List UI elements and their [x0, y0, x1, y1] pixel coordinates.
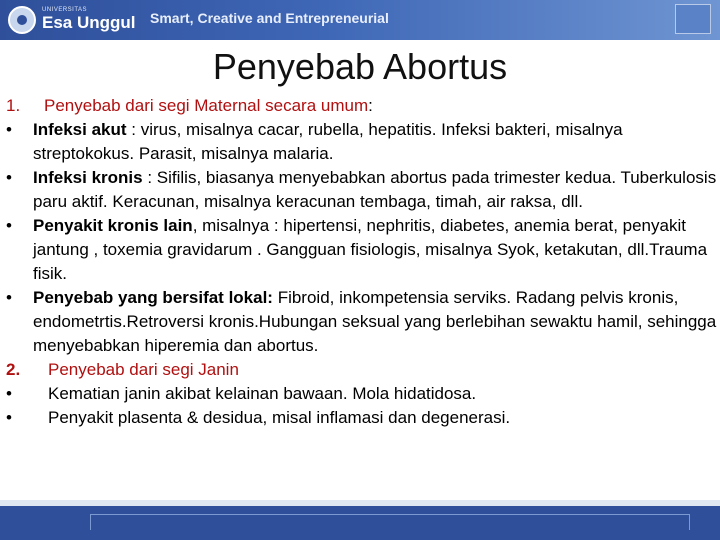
section-1-heading — [6, 94, 718, 118]
bullet-text: : virus, misalnya cacar, rubella, hepatitis. Infeksi bakteri, misalnya streptokokus. Parasit, misalnya malaria. — [33, 120, 623, 163]
university-logo — [8, 6, 140, 34]
list-item — [6, 286, 718, 358]
bullet-bold: Infeksi kronis — [33, 168, 143, 187]
bullet-text: Kematian janin akibat kelainan bawaan. Mola hidatidosa. — [48, 384, 477, 403]
bullet-text: , misalnya : hipertensi, nephritis, diabetes, anemia berat, penyakit jantung , toxemia gravidarum . Gangguan fisiologis, misalnya Syok, ketakutan, dll.Trauma fisik. — [33, 216, 708, 283]
section-2-heading — [6, 358, 718, 382]
bullet-text: Fibroid, inkompetensia serviks. Radang pelvis kronis, endometrtis.Retroversi kronis.Hubungan seksual yang berlebihan sewaktu hamil, sehingga menyebabkan hiperemia dan abortus. — [33, 288, 717, 355]
bullet-icon: • — [6, 288, 12, 307]
bullet-icon: • — [6, 120, 12, 139]
list-item — [6, 406, 718, 430]
header-tagline: Smart, Creative and Entrepreneurial — [150, 10, 389, 26]
list-item — [6, 214, 718, 286]
bullet-text: : Sifilis, biasanya menyebabkan abortus pada trimester kedua. Tuberkulosis paru aktif. Keracunan, misalnya keracunan tembaga, timah, air raksa, dll. — [33, 168, 717, 211]
section-heading-text: Penyebab dari segi Maternal secara umum — [44, 96, 369, 115]
bullet-bold: Infeksi akut — [33, 120, 127, 139]
header-decoration — [675, 4, 711, 34]
footer-decoration — [90, 514, 690, 530]
list-item — [6, 166, 718, 214]
list-item — [6, 118, 718, 166]
bullet-icon: • — [6, 384, 12, 403]
bullet-icon: • — [6, 168, 12, 187]
bullet-icon: • — [6, 216, 12, 235]
section-heading-suffix: : — [368, 96, 373, 115]
logo-name: Esa Unggul — [42, 13, 136, 32]
bullet-icon: • — [6, 408, 12, 427]
logo-emblem-icon — [8, 6, 36, 34]
slide-content — [6, 94, 718, 430]
bullet-bold: Penyakit kronis lain — [33, 216, 193, 235]
header-bar — [0, 0, 720, 40]
list-item — [6, 382, 718, 406]
section-number: 2. — [6, 360, 21, 379]
section-number: 1. — [6, 96, 21, 115]
logo-subtext: UNIVERSITAS — [42, 7, 88, 13]
section-heading-text: Penyebab dari segi Janin — [48, 360, 239, 379]
bullet-bold: Penyebab yang bersifat lokal: — [33, 288, 273, 307]
bullet-text: Penyakit plasenta & desidua, misal inflamasi dan degenerasi. — [48, 408, 511, 427]
slide-title: Penyebab Abortus — [212, 46, 508, 87]
